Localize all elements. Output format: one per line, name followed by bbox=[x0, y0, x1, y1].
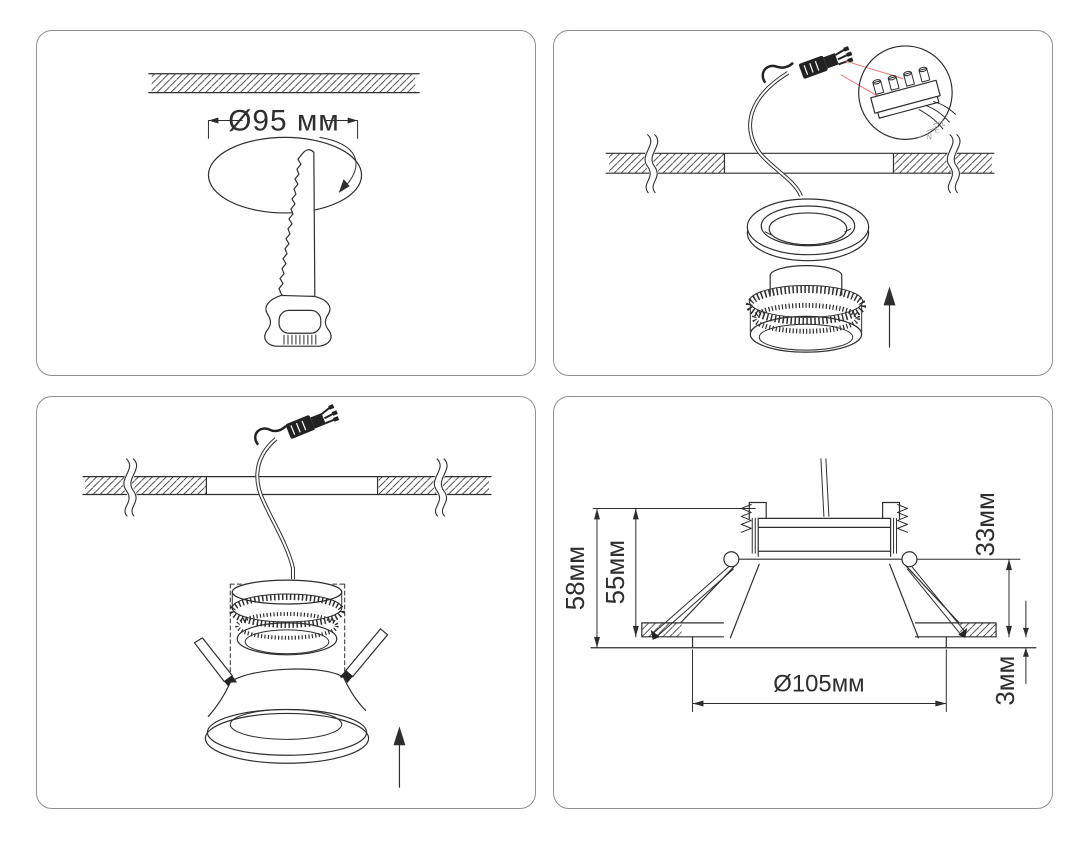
trim-ring bbox=[747, 199, 868, 261]
recess-height-label: 33мм bbox=[972, 492, 1001, 557]
panel-step4-dimensions bbox=[553, 396, 1053, 809]
hole-diameter-label: Ø95 мм bbox=[228, 104, 340, 138]
trim-body bbox=[205, 669, 368, 763]
terminal-label-earth: E bbox=[934, 125, 940, 135]
panel-step3-insert-fixture bbox=[36, 396, 536, 809]
drywall-saw-illustration bbox=[265, 150, 331, 346]
panel-step1-cut-hole bbox=[36, 30, 536, 376]
ceiling-section bbox=[149, 74, 419, 93]
lamp-module bbox=[749, 266, 862, 352]
wire-connector bbox=[255, 404, 340, 445]
wire-connector bbox=[763, 46, 855, 83]
terminal-label-neutral: N bbox=[926, 132, 933, 142]
flange-diameter-label: Ø105мм bbox=[773, 670, 865, 698]
panel-step2-connect-wiring bbox=[553, 30, 1053, 376]
supply-cable bbox=[257, 439, 293, 579]
ceiling-section bbox=[606, 134, 994, 193]
ceiling-section bbox=[83, 459, 491, 517]
hole-diameter-dimension bbox=[208, 104, 357, 138]
up-arrow bbox=[884, 287, 896, 348]
flange-thickness-label: 3мм bbox=[991, 655, 1020, 706]
step1-illustration bbox=[37, 31, 535, 375]
step3-illustration bbox=[37, 397, 535, 808]
overall-height-label: 58мм bbox=[562, 545, 591, 611]
terminal-detail-callout bbox=[841, 46, 958, 145]
cut-hole-ellipse bbox=[208, 137, 361, 213]
step2-illustration bbox=[554, 31, 1052, 375]
body-height-label: 55мм bbox=[601, 539, 630, 605]
up-arrow bbox=[393, 726, 405, 787]
ceiling-section bbox=[642, 562, 996, 638]
supply-cable bbox=[750, 73, 801, 196]
step4-dimension-drawing bbox=[554, 397, 1052, 808]
lamp-module bbox=[230, 580, 344, 674]
terminal-label-live: L bbox=[941, 118, 946, 128]
